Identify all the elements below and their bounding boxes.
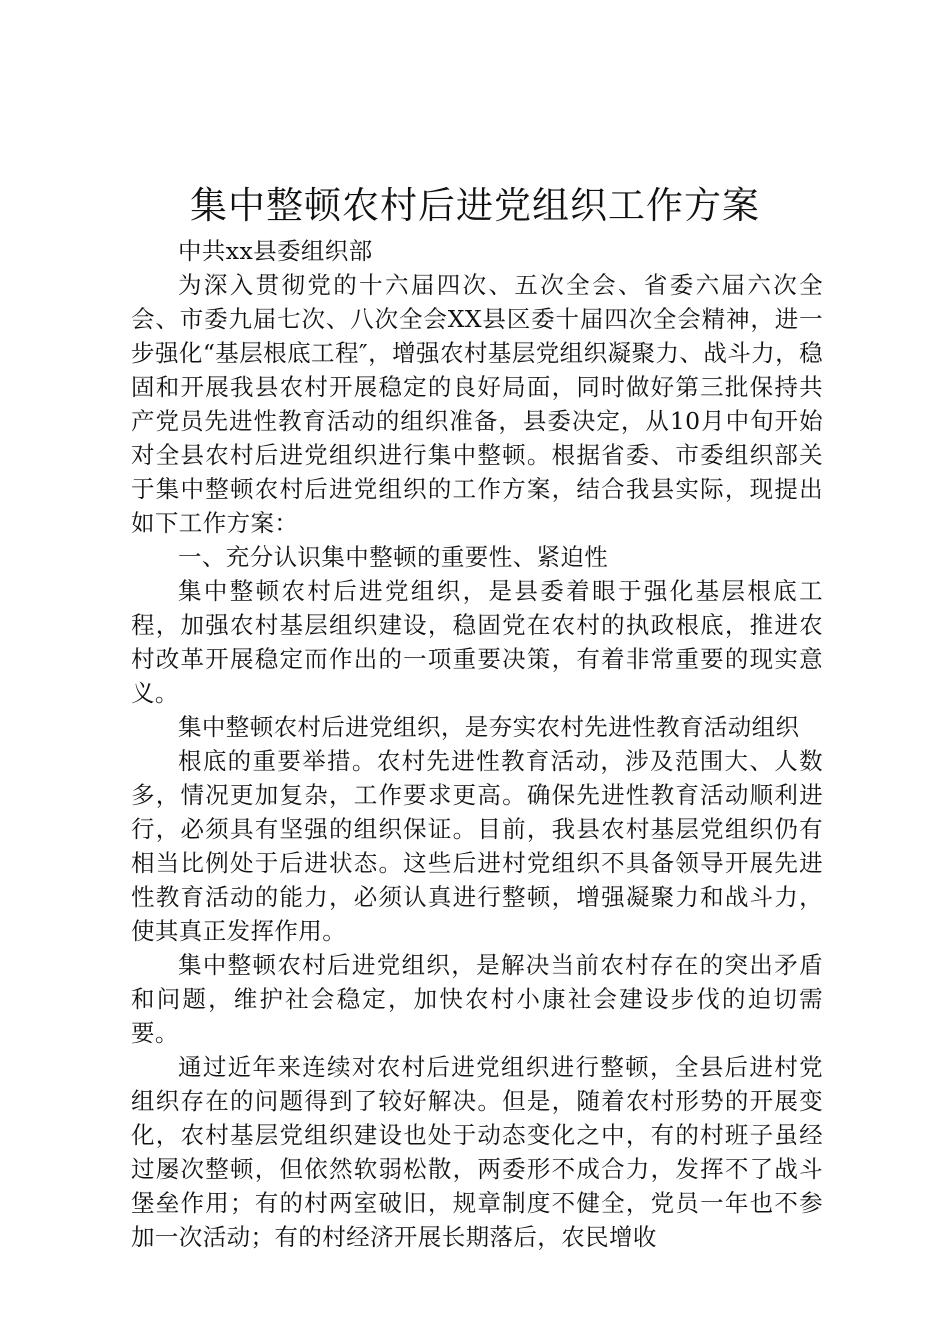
- paragraph-2: 集中整顿农村后进党组织，是县委着眼于强化基层根底工程，加强农村基层组织建设，稳固党在农村的执政根底，推进农村改革开展稳定而作出的一项重要决策，有着非常重要的现实意义。: [131, 577, 823, 707]
- document-title: 集中整顿农村后进党组织工作方案: [190, 184, 760, 227]
- paragraph-3: 集中整顿农村后进党组织，是夯实农村先进性教育活动组织: [178, 713, 800, 741]
- paragraph-4: 根底的重要举措。农村先进性教育活动，涉及范围大、人数多，情况更加复杂，工作要求更高。确保先进性教育活动顺利进行，必须具有坚强的组织保证。目前，我县农村基层党组织仍有相当比例处于后进状态。这些后进村党组织不具备领导开展先进性教育活动的能力，必须认真进行整顿，增强凝聚力和战斗力，使其真正发挥作用。: [131, 747, 823, 945]
- paragraph-5: 集中整顿农村后进党组织，是解决当前农村存在的突出矛盾和问题，维护社会稳定，加快农村小康社会建设步伐的迫切需要。: [131, 951, 823, 1047]
- author-line: 中共xx县委组织部: [178, 237, 373, 265]
- section-heading-1: 一、充分认识集中整顿的重要性、紧迫性: [178, 543, 609, 571]
- paragraph-intro: 为深入贯彻党的十六届四次、五次全会、省委六届六次全会、市委九届七次、八次全会XX县区委十届四次全会精神，进一步强化“基层根底工程″，增强农村基层党组织凝聚力、战斗力，稳固和开展我县农村开展稳定的良好局面，同时做好第三批保持共产党员先进性教育活动的组织准备，县委决定，从10月中旬开始对全县农村后进党组织进行集中整顿。根据省委、市委组织部关于集中整顿农村后进党组织的工作方案，结合我县实际，现提出如下工作方案：: [131, 271, 823, 537]
- document-body: [131, 234, 823, 1254]
- paragraph-6: 通过近年来连续对农村后进党组织进行整顿，全县后进村党组织存在的问题得到了较好解决。但是，随着农村形势的开展变化，农村基层党组织建设也处于动态变化之中，有的村班子虽经过屡次整顿，但依然软弱松散，两委形不成合力，发挥不了战斗堡垒作用；有的村两室破旧，规章制度不健全，党员一年也不参加一次活动；有的村经济开展长期落后，农民增收: [131, 1053, 823, 1251]
